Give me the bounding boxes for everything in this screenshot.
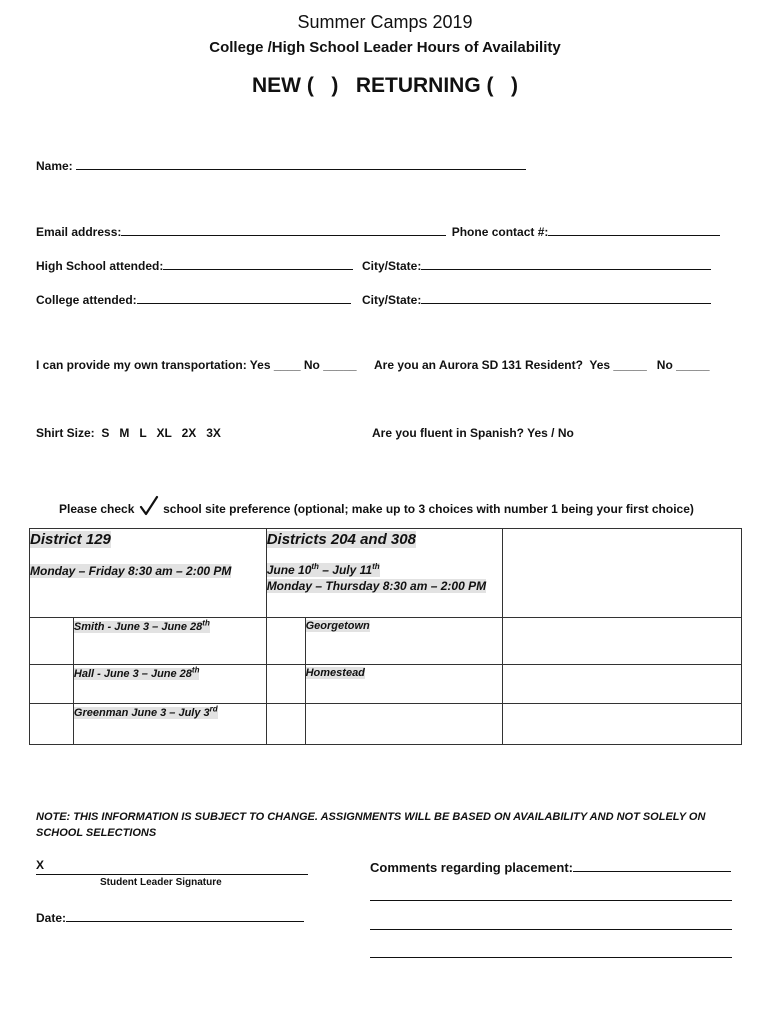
college-city-state-row [362, 290, 711, 307]
email-label: Email address: [36, 225, 122, 239]
form-subtitle: College /High School Leader Hours of Availability [209, 39, 561, 56]
preference-prefix: Please check [59, 502, 135, 516]
email-row [36, 222, 720, 239]
hs-city-state-label: City/State: [362, 259, 422, 273]
districts-204-308-header [266, 529, 503, 618]
comments-line-3[interactable] [370, 929, 732, 930]
name-row [36, 156, 526, 173]
district-129-name: District 129 [30, 531, 111, 548]
site-schedule-table [29, 528, 742, 745]
choice-box-hall[interactable] [30, 665, 74, 704]
table-row [30, 618, 742, 665]
blank-cell [266, 704, 305, 745]
comments-line-2[interactable] [370, 900, 732, 901]
high-school-row [36, 256, 353, 273]
comments-input-line[interactable] [573, 857, 731, 872]
site-preference-instruction [59, 495, 694, 516]
hs-city-state-row [362, 256, 711, 273]
choice-box-homestead[interactable] [266, 665, 305, 704]
form-title: Summer Camps 2019 [297, 12, 473, 32]
comments-label: Comments regarding placement: [370, 860, 573, 875]
site-hall: Hall - June 3 – June 28th [73, 665, 266, 704]
districts-204-308-name: Districts 204 and 308 [266, 531, 416, 548]
site-smith: Smith - June 3 – June 28th [73, 618, 266, 665]
hs-city-state-input-line[interactable] [421, 256, 711, 270]
checkmark-icon [138, 495, 160, 515]
comments-line-4[interactable] [370, 957, 732, 958]
name-label: Name: [36, 159, 73, 173]
transportation-question[interactable]: I can provide my own transportation: Yes ____ No _____ [36, 358, 357, 372]
name-input-line[interactable] [76, 156, 526, 170]
date-input-line[interactable] [66, 908, 304, 922]
college-label: College attended: [36, 293, 137, 307]
phone-label: Phone contact #: [451, 225, 549, 239]
site-greenman: Greenman June 3 – July 3rd [73, 704, 266, 745]
district-129-header [30, 529, 267, 618]
blank-header-cell [503, 529, 742, 618]
shirt-size-question[interactable]: Shirt Size: S M L XL 2X 3X [36, 426, 221, 440]
districts-204-308-hours: Monday – Thursday 8:30 am – 2:00 PM [266, 579, 487, 593]
choice-box-greenman[interactable] [30, 704, 74, 745]
disclaimer-note: NOTE: THIS INFORMATION IS SUBJECT TO CHANGE. ASSIGNMENTS WILL BE BASED ON AVAILABILITY AND NOT SOLELY ON SCHOOL SELECTIONS [36, 811, 706, 839]
choice-box-smith[interactable] [30, 618, 74, 665]
signature-caption: Student Leader Signature [100, 877, 222, 888]
site-georgetown: Georgetown [305, 618, 503, 665]
date-label: Date: [36, 911, 67, 925]
comments-row [370, 857, 731, 875]
new-returning-selector[interactable]: NEW ( ) RETURNING ( ) [252, 74, 518, 97]
signature-line[interactable] [36, 858, 308, 874]
college-input-line[interactable] [137, 290, 351, 304]
blank-cell [503, 618, 742, 665]
college-row [36, 290, 351, 307]
college-city-state-label: City/State: [362, 293, 422, 307]
district-129-hours: Monday – Friday 8:30 am – 2:00 PM [30, 564, 232, 578]
date-row [36, 908, 304, 925]
spanish-question[interactable]: Are you fluent in Spanish? Yes / No [372, 426, 574, 440]
phone-input-line[interactable] [548, 222, 720, 236]
blank-cell [503, 665, 742, 704]
choice-box-georgetown[interactable] [266, 618, 305, 665]
table-row [30, 665, 742, 704]
preference-text: school site preference (optional; make up to 3 choices with number 1 being your first choice) [163, 502, 694, 516]
high-school-label: High School attended: [36, 259, 164, 273]
college-city-state-input-line[interactable] [421, 290, 711, 304]
table-row [30, 704, 742, 745]
blank-cell [503, 704, 742, 745]
table-header-row [30, 529, 742, 618]
site-homestead: Homestead [305, 665, 503, 704]
resident-question[interactable]: Are you an Aurora SD 131 Resident? Yes _____ No _____ [374, 358, 710, 372]
email-input-line[interactable] [121, 222, 446, 236]
blank-cell [305, 704, 503, 745]
high-school-input-line[interactable] [163, 256, 353, 270]
signature-mark: X [36, 858, 45, 872]
districts-204-308-dates: June 10th – July 11th [266, 562, 380, 577]
